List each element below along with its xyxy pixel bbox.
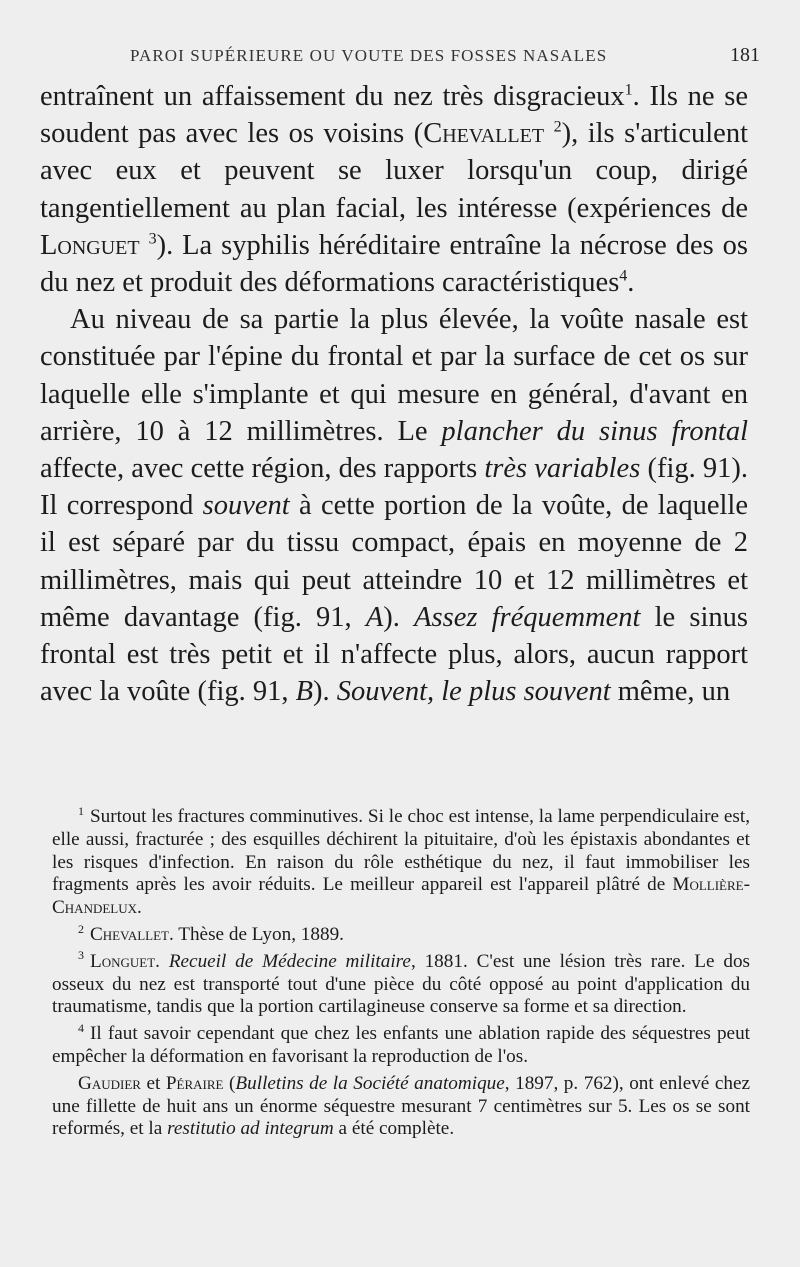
footnote-4-text: Il faut savoir cependant que chez les enfants une ablation rapide des séquestres peut empêcher la déformation en favorisant la reproduction de l'os. <box>52 1023 750 1067</box>
paragraph-2-text-7: ). <box>313 676 337 708</box>
footnotes <box>52 803 751 1141</box>
footnote-5-text-3: , 1897, p. 762), ont enlevé chez une fillette de huit ans un énorme séquestre mesurant 7 centimètres sur 5. Les os se sont reformés, et la <box>52 1072 750 1140</box>
main-text <box>40 78 748 710</box>
footnote-2-text: . Thèse de Lyon, 1889. <box>169 923 344 945</box>
footnote-2-mark: 2 <box>78 921 84 936</box>
figure-ref-a: A <box>365 601 384 633</box>
footnote-2 <box>52 921 750 947</box>
paragraph-1-text-4: ). La syphilis héréditaire entraîne la nécrose des os du nez et produit des déformations caractéristiques <box>40 229 749 299</box>
footnote-4-continuation <box>52 1073 750 1141</box>
page-header <box>40 44 760 70</box>
footnote-1-end: . <box>137 897 142 919</box>
note-ref-4: 4 <box>619 267 628 285</box>
footnote-3-journal: Recueil de Médecine militaire <box>168 950 411 972</box>
footnote-3 <box>52 948 751 1019</box>
footnote-2-author: Chevallet <box>90 923 169 945</box>
emphasis-plancher: plancher du sinus frontal <box>441 415 748 447</box>
footnote-4-mark: 4 <box>78 1020 84 1035</box>
paragraph-1-text-5: . <box>627 267 635 299</box>
emphasis-assez-frequemment: Assez fréquemment <box>414 601 641 633</box>
footnote-5-text-4: a été complète. <box>333 1118 455 1140</box>
note-ref-2: 2 <box>553 118 562 136</box>
footnote-3-text-2: , 1881. C'est une lésion très rare. Le dos osseux du nez est transporté tout d'une pièce du côté opposé au point d'application du traumatisme, tandis que la portion cartilagineuse conserve sa forme et sa direction. <box>52 950 751 1018</box>
emphasis-tres-variables: très variables <box>484 453 641 485</box>
footnote-1 <box>52 803 750 920</box>
footnote-5-author-2: Péraire <box>165 1072 224 1094</box>
footnote-3-author: Longuet <box>90 950 156 972</box>
figure-ref-b: B <box>295 676 314 708</box>
paragraph-1 <box>40 78 748 301</box>
footnote-5-author-1: Gaudier <box>78 1072 141 1094</box>
footnote-1-author: Mollière-Chandelux <box>52 874 750 919</box>
emphasis-souvent: souvent <box>202 490 290 522</box>
paragraph-2-text-5: ). <box>383 601 415 633</box>
paragraph-2-text-8: même, un <box>610 676 731 708</box>
footnote-1-text: Surtout les fractures comminutives. Si le choc est intense, la lame perpendiculaire est, elle aussi, fracturée ; des esquilles déchirent la pituitaire, d'où les épistaxis abondantes et les risques d'infection. En raison du rôle esthétique du nez, il faut immobiliser les fragments après les avoir réduits. Le meilleur appareil est l'appareil plâtré de <box>52 806 750 896</box>
running-title: PAROI SUPÉRIEURE OU VOUTE DES FOSSES NASALES <box>130 46 608 65</box>
paragraph-2 <box>40 301 748 710</box>
note-ref-3: 3 <box>148 230 157 248</box>
emphasis-le-plus-souvent: Souvent, le plus souvent <box>336 676 611 708</box>
paragraph-1-text-2: . Ils ne se soudent pas avec les os voisins ( <box>40 81 749 150</box>
footnote-5-text-1: et <box>140 1072 166 1094</box>
footnote-5-latin: restitutio ad integrum <box>167 1118 334 1140</box>
paragraph-2-text-4: à cette portion de la voûte, de laquelle il est séparé par du tissu compact, épais en moyenne de 2 millimètres, mais qui peut atteindre 10 et 12 millimètres et même davantage (fig. 91, <box>40 490 748 633</box>
paragraph-2-text-3: (fig. 91). Il correspond <box>40 453 749 522</box>
page-number: 181 <box>730 44 760 66</box>
footnote-4 <box>52 1020 750 1069</box>
footnote-3-mark: 3 <box>78 948 84 963</box>
footnote-5-journal: Bulletins de la Société anatomique <box>235 1072 505 1094</box>
footnote-3-text-1: . <box>155 950 169 972</box>
author-chevallet: Chevallet <box>423 118 545 150</box>
paragraph-2-text-6: le sinus frontal est très petit et il n'affecte plus, alors, aucun rapport avec la voûte (fig. 91, <box>40 601 749 708</box>
note-ref-1: 1 <box>624 81 633 99</box>
author-longuet: Longuet <box>40 229 140 261</box>
footnote-5-text-2: ( <box>223 1072 236 1094</box>
paragraph-1-text-1: entraînent un affaissement du nez très disgracieux <box>40 81 625 112</box>
paragraph-2-text-2: affecte, avec cette région, des rapports <box>40 453 485 485</box>
paragraph-2-text-1: Au niveau de sa partie la plus élevée, la voûte nasale est constituée par l'épine du frontal et par la surface de cet os sur laquelle elle s'implante et qui mesure en général, d'avant en arrière, 10 à 12 millimètres. Le <box>40 304 748 447</box>
paragraph-1-text-3: ), ils s'articulent avec eux et peuvent se luxer lorsqu'un coup, dirigé tangentiellement au plan facial, les intéresse (expériences de <box>40 118 748 224</box>
footnote-1-mark: 1 <box>78 803 84 818</box>
